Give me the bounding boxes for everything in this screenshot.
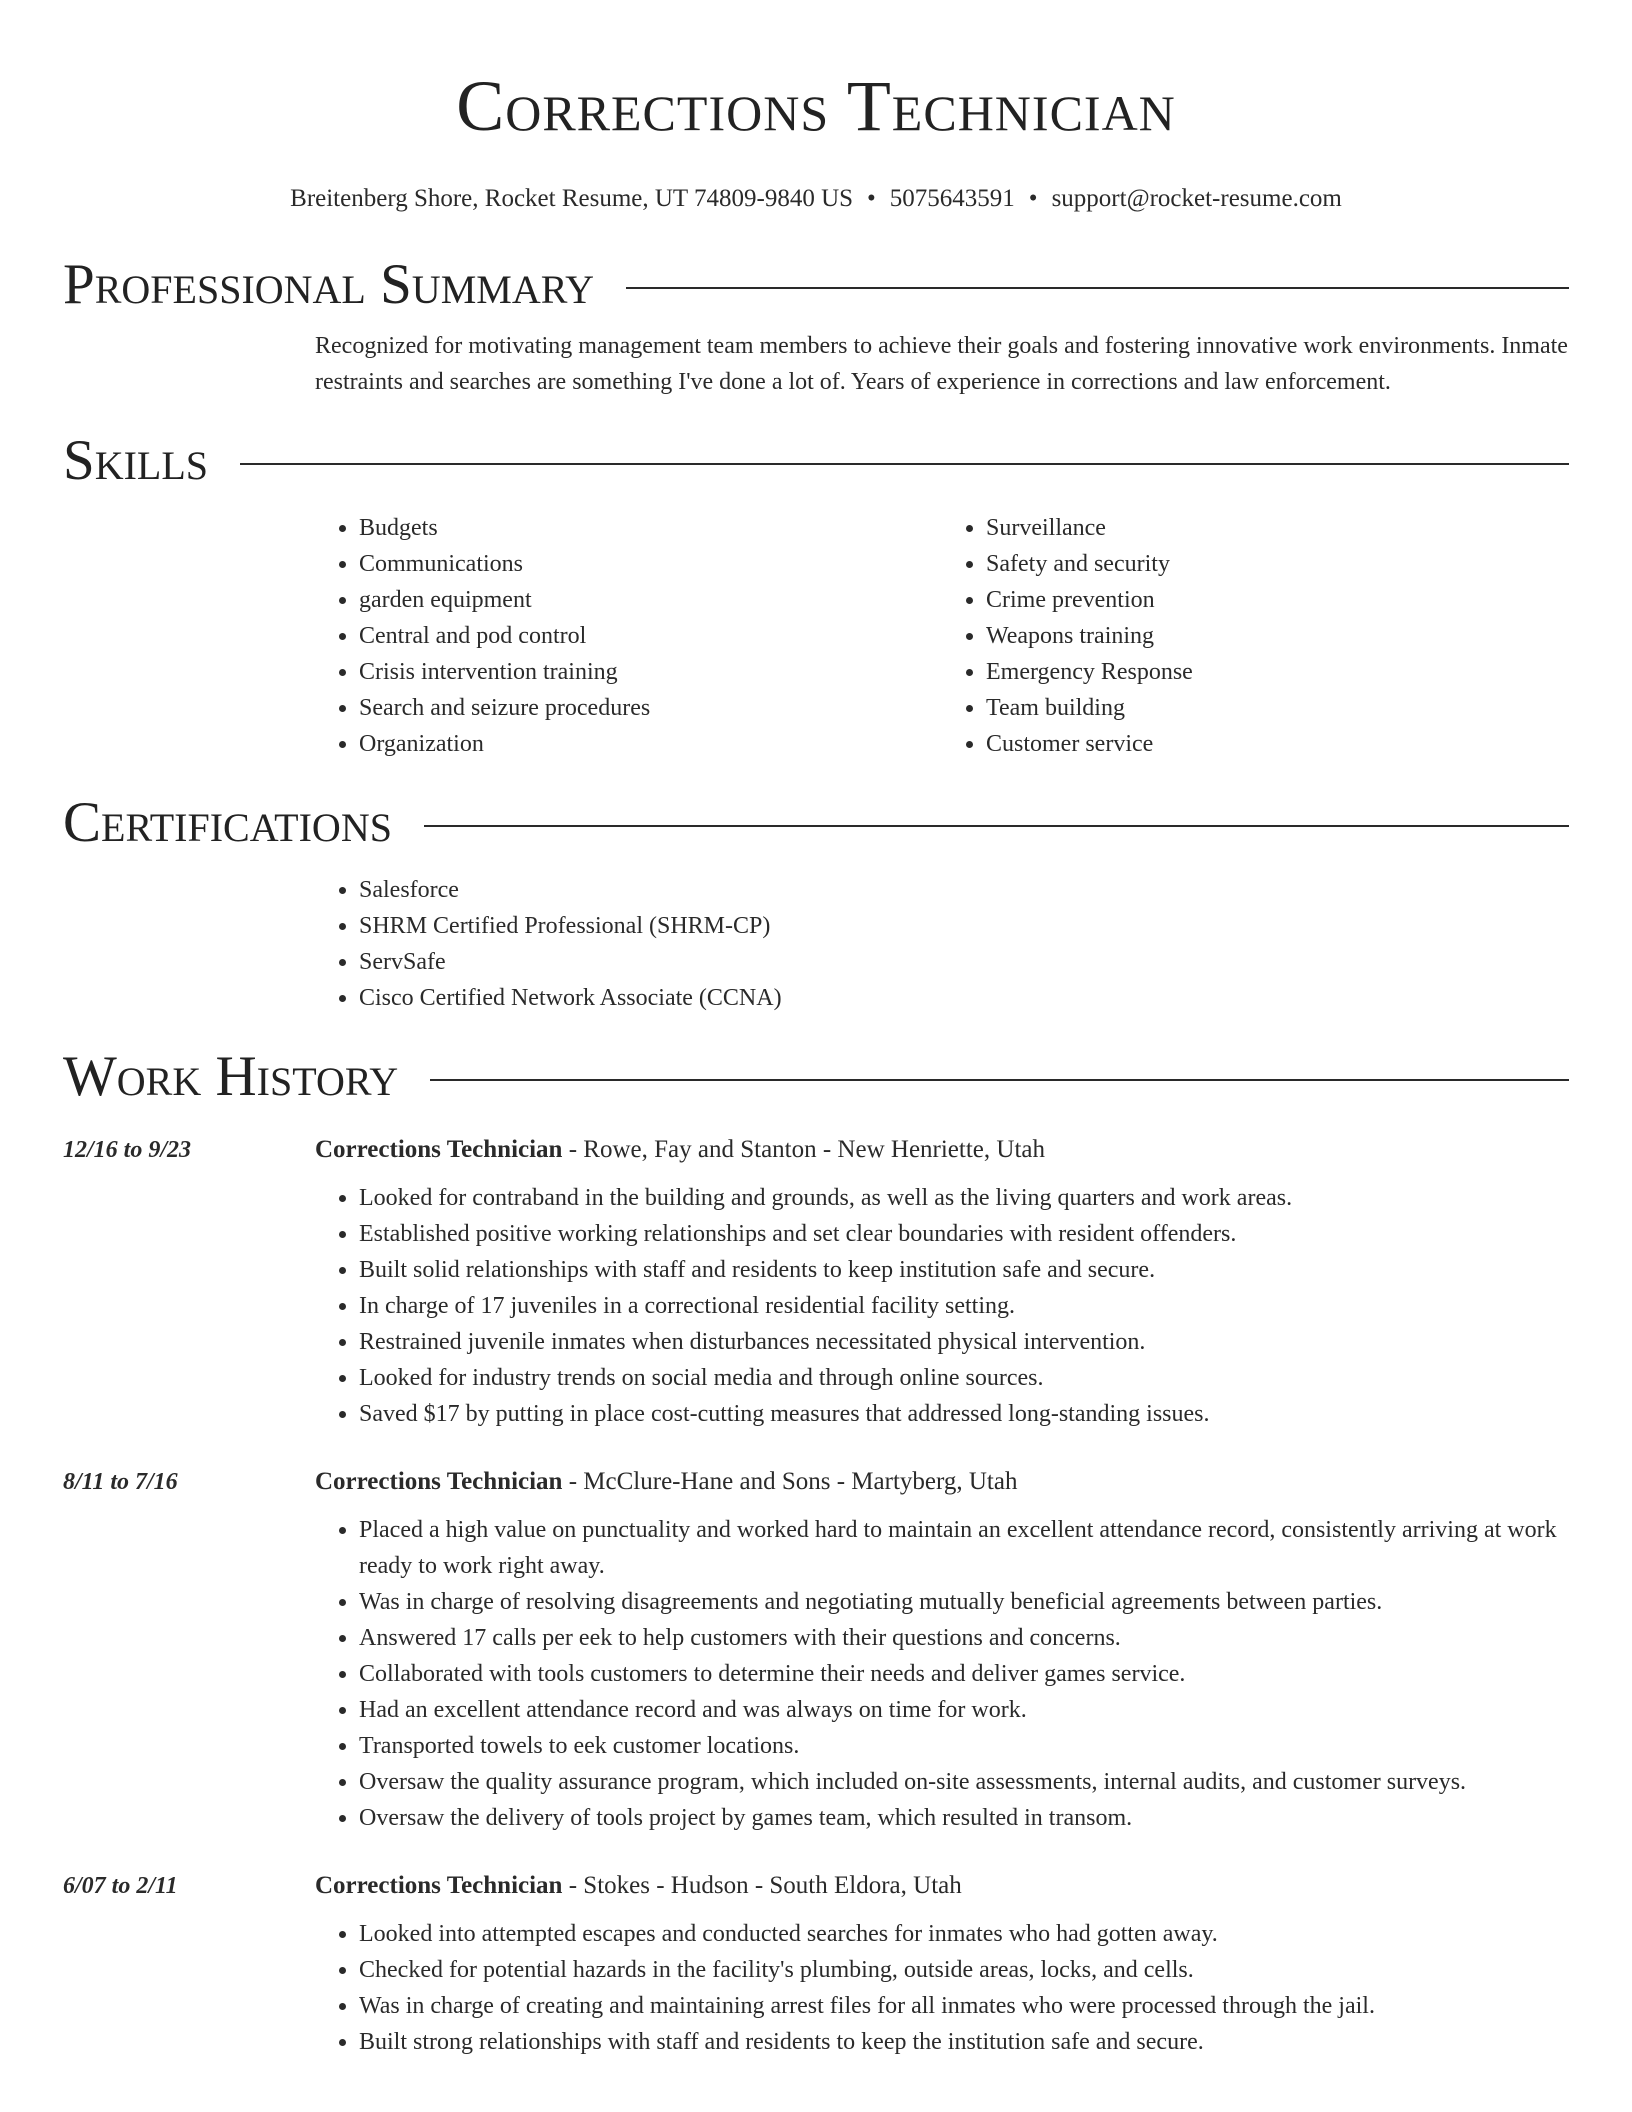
work-history-list	[63, 1130, 1569, 2060]
certification-item: • Salesforce	[359, 872, 1569, 908]
job-bullet: • Checked for potential hazards in the facility's plumbing, outside areas, locks, and cells.	[359, 1952, 1569, 1988]
job-employer-location: - Rowe, Fay and Stanton - New Henriette, Utah	[562, 1136, 1045, 1163]
job-details	[315, 1866, 1569, 2060]
job-bullets	[315, 1916, 1569, 2060]
job-title-line	[315, 1462, 1569, 1502]
job-bullet: • Saved $17 by putting in place cost-cutting measures that addressed long-standing issues.	[359, 1396, 1569, 1432]
job-title: Corrections Technician	[315, 1468, 563, 1495]
certification-item: • Cisco Certified Network Associate (CCNA)	[359, 980, 1569, 1016]
work-heading: Work History	[63, 1045, 399, 1108]
summary-heading: Professional Summary	[63, 253, 595, 316]
contact-email: support@rocket-resume.com	[1051, 185, 1342, 212]
contact-line	[63, 184, 1569, 214]
skill-item: • Organization	[359, 726, 942, 762]
contact-separator: •	[1028, 185, 1038, 212]
summary-text: Recognized for motivating management team members to achieve their goals and fostering innovative work environments. Inmate restraints and searches are something I've done a lot of. Years of experience in corrections and law enforcement.	[315, 333, 1568, 395]
skills-heading: Skills	[63, 429, 209, 492]
skills-list-left	[315, 510, 942, 762]
job-dates: 12/16 to 9/23	[63, 1137, 192, 1163]
certifications-heading: Certifications	[63, 791, 392, 854]
job-bullet: • Looked for contraband in the building and grounds, as well as the living quarters and work areas.	[359, 1180, 1569, 1216]
job-title: Corrections Technician	[315, 1136, 563, 1163]
skill-item: • Team building	[986, 690, 1569, 726]
job-details	[315, 1462, 1569, 1836]
job-employer-location: - McClure-Hane and Sons - Martyberg, Utah	[562, 1468, 1018, 1495]
skills-section-header	[63, 428, 1569, 494]
job-entry	[63, 1866, 1569, 2060]
job-title-line	[315, 1866, 1569, 1906]
section-divider	[430, 1079, 1569, 1081]
job-title-line	[315, 1130, 1569, 1170]
job-bullets	[315, 1180, 1569, 1432]
job-bullet: • Oversaw the delivery of tools project by games team, which resulted in transom.	[359, 1800, 1569, 1836]
section-divider	[626, 287, 1569, 289]
contact-address: Breitenberg Shore, Rocket Resume, UT 74809-9840 US	[290, 185, 854, 212]
certification-item: • ServSafe	[359, 944, 1569, 980]
skill-item: • Crisis intervention training	[359, 654, 942, 690]
job-dates: 8/11 to 7/16	[63, 1469, 178, 1495]
job-bullet: • Collaborated with tools customers to determine their needs and deliver games service.	[359, 1656, 1569, 1692]
job-bullet: • Restrained juvenile inmates when disturbances necessitated physical intervention.	[359, 1324, 1569, 1360]
contact-phone: 5075643591	[889, 185, 1015, 212]
job-title: Corrections Technician	[315, 1872, 563, 1899]
job-dates: 6/07 to 2/11	[63, 1873, 178, 1899]
skill-item: • Surveillance	[986, 510, 1569, 546]
job-bullet: • Answered 17 calls per eek to help customers with their questions and concerns.	[359, 1620, 1569, 1656]
job-bullet: • Looked into attempted escapes and conducted searches for inmates who had gotten away.	[359, 1916, 1569, 1952]
summary-section-header	[63, 252, 1569, 318]
contact-separator: •	[867, 185, 876, 212]
resume-name: Corrections Technician	[456, 66, 1176, 146]
job-details	[315, 1130, 1569, 1432]
section-divider	[240, 463, 1569, 465]
job-bullet: • Placed a high value on punctuality and worked hard to maintain an excellent attendance record, consistently arriving at work ready to work right away.	[359, 1512, 1569, 1584]
job-bullet: • Looked for industry trends on social media and through online sources.	[359, 1360, 1569, 1396]
certifications-list	[315, 872, 1569, 1016]
section-divider	[424, 825, 1569, 827]
job-bullet: • Established positive working relationships and set clear boundaries with resident offenders.	[359, 1216, 1569, 1252]
job-employer-location: - Stokes - Hudson - South Eldora, Utah	[562, 1872, 962, 1899]
skill-item: • Central and pod control	[359, 618, 942, 654]
skill-item: • garden equipment	[359, 582, 942, 618]
skill-item: • Weapons training	[986, 618, 1569, 654]
job-bullet: • Oversaw the quality assurance program, which included on-site assessments, internal audits, and customer surveys.	[359, 1764, 1569, 1800]
job-bullet: • In charge of 17 juveniles in a correctional residential facility setting.	[359, 1288, 1569, 1324]
skills-body	[315, 510, 1569, 762]
skill-item: • Customer service	[986, 726, 1569, 762]
skill-item: • Budgets	[359, 510, 942, 546]
skill-item: • Crime prevention	[986, 582, 1569, 618]
skill-item: • Emergency Response	[986, 654, 1569, 690]
job-entry	[63, 1130, 1569, 1432]
job-bullets	[315, 1512, 1569, 1836]
job-bullet: • Had an excellent attendance record and was always on time for work.	[359, 1692, 1569, 1728]
job-bullet: • Transported towels to eek customer locations.	[359, 1728, 1569, 1764]
job-bullet: • Was in charge of creating and maintaining arrest files for all inmates who were processed through the jail.	[359, 1988, 1569, 2024]
skills-grid	[315, 510, 1569, 762]
skill-item: • Search and seizure procedures	[359, 690, 942, 726]
certifications-body	[315, 872, 1569, 1016]
certification-item: • SHRM Certified Professional (SHRM-CP)	[359, 908, 1569, 944]
certifications-section-header	[63, 790, 1569, 856]
job-entry	[63, 1462, 1569, 1836]
skills-list-right	[942, 510, 1569, 762]
skill-item: • Safety and security	[986, 546, 1569, 582]
job-bullet: • Built strong relationships with staff and residents to keep the institution safe and secure.	[359, 2024, 1569, 2060]
skill-item: • Communications	[359, 546, 942, 582]
job-bullet: • Was in charge of resolving disagreements and negotiating mutually beneficial agreements between parties.	[359, 1584, 1569, 1620]
job-bullet: • Built solid relationships with staff and residents to keep institution safe and secure.	[359, 1252, 1569, 1288]
work-section-header	[63, 1044, 1569, 1110]
